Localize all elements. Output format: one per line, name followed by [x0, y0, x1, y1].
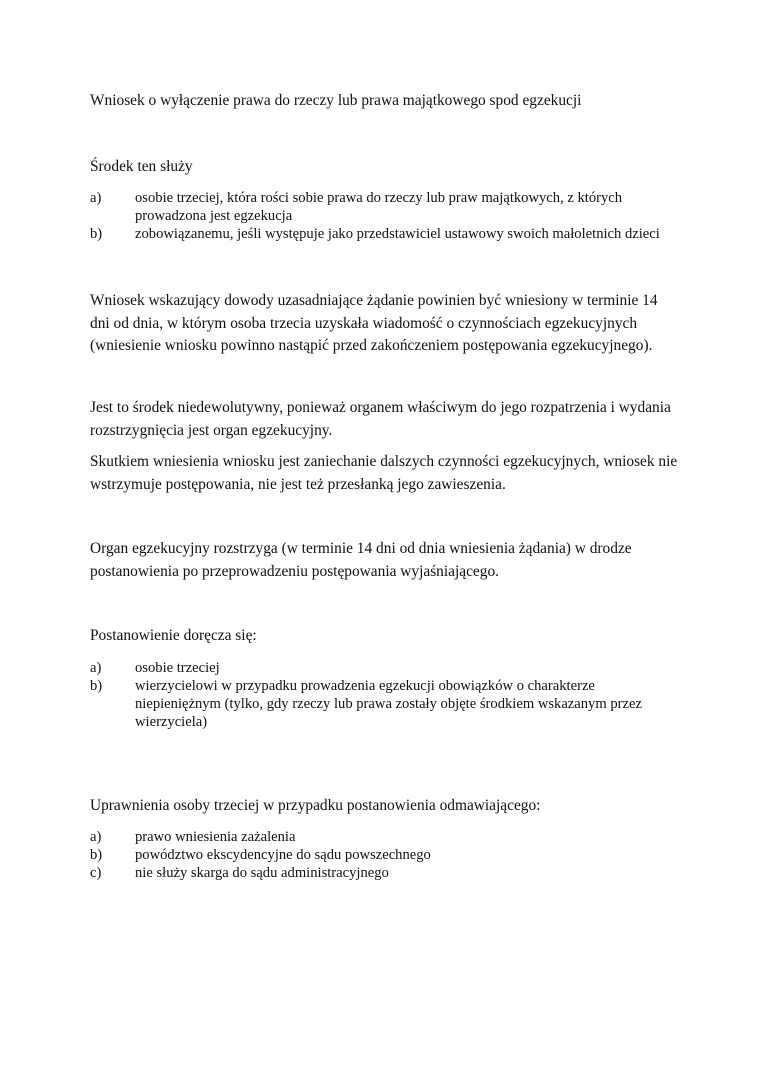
list-item-text: nie służy skarga do sądu administracyjnego: [135, 865, 389, 881]
list-item-text: zobowiązanemu, jeśli występuje jako przedstawiciel ustawowy swoich małoletnich dzieci: [135, 226, 660, 242]
paragraph-nondevolutive: Jest to środek niedewolutywny, ponieważ organem właściwym do jego rozpatrzenia i wydania rozstrzygnięcia jest organ egzekucyjny.: [90, 399, 671, 439]
delivery-list: [90, 659, 680, 731]
rights-heading: Uprawnienia osoby trzeciej w przypadku postanowienia odmawiającego:: [90, 797, 541, 814]
paragraph-effect: Skutkiem wniesienia wniosku jest zaniechanie dalszych czynności egzekucyjnych, wniosek nie wstrzymuje postępowania, nie jest też przesłanką jego zawieszenia.: [90, 453, 678, 493]
document-title: Wniosek o wyłączenie prawa do rzeczy lub prawa majątkowego spod egzekucji: [90, 92, 582, 109]
list-marker: b): [90, 226, 103, 242]
list-marker: c): [90, 865, 102, 881]
list-marker: a): [90, 190, 102, 206]
list-item: [90, 846, 680, 864]
list-item: [90, 677, 680, 731]
paragraph-decision: Organ egzekucyjny rozstrzyga (w terminie 14 dni od dnia wniesienia żądania) w drodze postanowienia po przeprowadzeniu postępowania wyjaśniającego.: [90, 540, 632, 580]
delivery-heading: Postanowienie doręcza się:: [90, 627, 257, 644]
list-item-text: prawo wniesienia zażalenia: [135, 829, 296, 845]
purpose-heading: Środek ten służy: [90, 158, 193, 175]
list-marker: b): [90, 847, 103, 863]
list-marker: a): [90, 660, 102, 676]
list-item: [90, 659, 680, 677]
paragraph-deadline: Wniosek wskazujący dowody uzasadniające żądanie powinien być wniesiony w terminie 14 dni od dnia, w którym osoba trzecia uzyskała wiadomość o czynnościach egzekucyjnych (wniesienie wniosku powinno nastąpić przed zakończeniem postępowania egzekucyjnego).: [90, 292, 658, 354]
rights-list: [90, 828, 680, 882]
list-item: [90, 828, 680, 846]
list-item: [90, 864, 680, 882]
purpose-list: [90, 189, 680, 243]
list-item-text: osobie trzeciej, która rości sobie prawa do rzeczy lub praw majątkowych, z których prowadzona jest egzekucja: [135, 190, 623, 224]
list-item-text: wierzycielowi w przypadku prowadzenia egzekucji obowiązków o charakterze niepieniężnym (tylko, gdy rzeczy lub prawa zostały objęte środkiem wskazanym przez wierzyciela): [135, 678, 642, 730]
list-item-text: osobie trzeciej: [135, 660, 220, 676]
list-item: [90, 225, 680, 243]
list-item-text: powództwo ekscydencyjne do sądu powszechnego: [135, 847, 431, 863]
list-marker: b): [90, 678, 103, 694]
list-marker: a): [90, 829, 102, 845]
list-item: [90, 189, 680, 225]
